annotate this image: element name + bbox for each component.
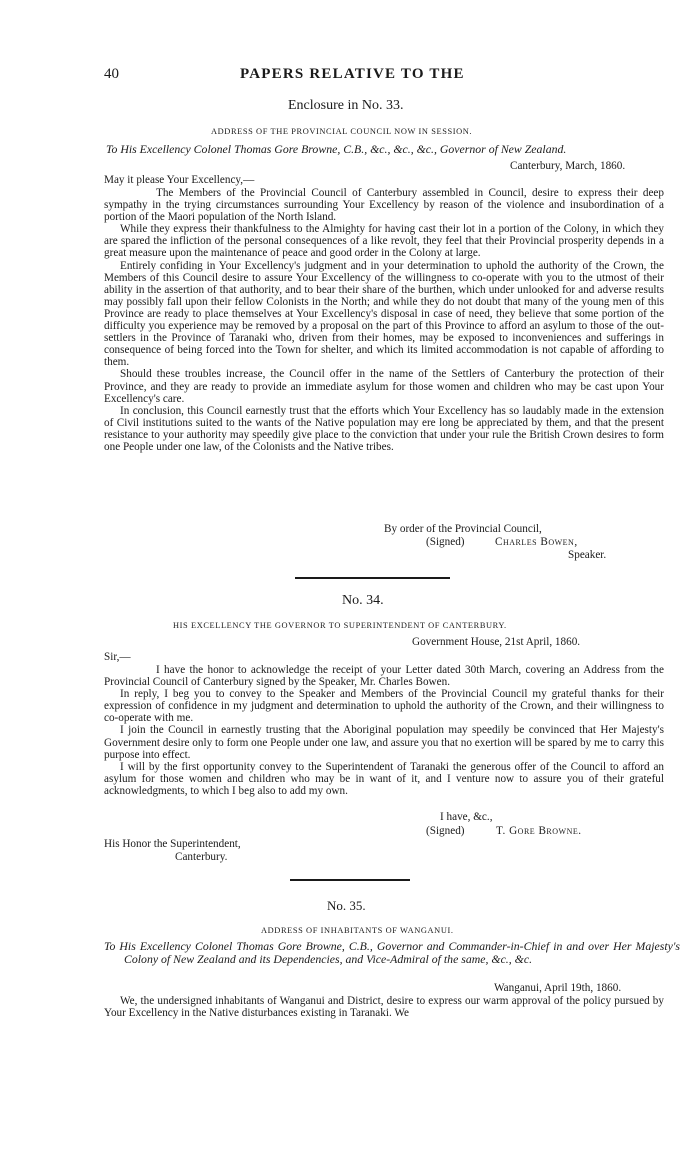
section-subheading: HIS EXCELLENCY THE GOVERNOR TO SUPERINTENDENT OF CANTERBURY.	[173, 621, 507, 630]
letter-place-date: Government House, 21st April, 1860.	[412, 636, 581, 648]
enclosure-place-date: Canterbury, March, 1860.	[510, 160, 626, 172]
address-addressee: To His Excellency Colonel Thomas Gore Browne, C.B., Governor and Commander-in-Chief in and over Her Majesty's Colony of New Zealand and its Dependencies, and Vice-Admiral of the same, &c., &c.	[104, 939, 680, 966]
signature-signed: (Signed)	[426, 536, 465, 548]
signature-title: Speaker.	[568, 549, 607, 561]
enclosure-body	[104, 187, 664, 453]
letter-body	[104, 664, 664, 797]
paragraph: I join the Council in earnestly trusting that the Aboriginal population may speedily be convinced that Her Majesty's Government desire only to form one People under one law, and assure you that no exertion will be spared by me to carry this purpose into effect.	[104, 724, 664, 761]
paragraph: In conclusion, this Council earnestly trust that the efforts which Your Excellency has so laudably made in the extension of Civil institutions suited to the wants of the Native population may ere long be appreciated by them, and that the present resistance to your authority may speedily give place to the conviction that under your rule the British Crown desires to form one People under one law, of the Colonists and the Native tribes.	[104, 404, 664, 453]
running-title: PAPERS RELATIVE TO THE	[240, 66, 465, 82]
letter-addressee: His Honor the Superintendent,	[104, 838, 241, 850]
paragraph: I will by the first opportunity convey to the Superintendent of Taranaki the generous offer of the Council to afford an asylum for those women and children who may be in want of it, and I venture now to assure you of their grateful acknowledgments, to which I beg also to add my own.	[104, 760, 664, 797]
address-body	[104, 995, 664, 1019]
signature-order: By order of the Provincial Council,	[384, 523, 542, 535]
paragraph: We, the undersigned inhabitants of Wanganui and District, desire to express our warm approval of the policy pursued by Your Excellency in the Native disturbances existing in Taranaki. We	[104, 995, 664, 1020]
paragraph: While they express their thankfulness to the Almighty for having cast their lot in a portion of the Colony, in which they are spared the infliction of the personal consequences of a like revolt, they feel that their Provincial prosperity depends in a great measure upon the maintenance of peace and good order in the Colony at large.	[104, 223, 664, 260]
enclosure-addressee: To His Excellency Colonel Thomas Gore Browne, C.B., &c., &c., &c., Governor of New Zealand.	[106, 142, 567, 156]
letter-signed: (Signed)	[426, 825, 465, 837]
paragraph: The Members of the Provincial Council of Canterbury assembled in Council, desire to express their deep sympathy in the trying circumstances surrounding Your Excellency by reason of the violence and insubordination of a portion of the Maori population of the North Island.	[104, 187, 664, 224]
enclosure-heading: Enclosure in No. 33.	[288, 98, 404, 113]
section-heading: No. 35.	[327, 898, 366, 913]
address-place-date: Wanganui, April 19th, 1860.	[494, 982, 622, 994]
letter-signature-name: T. Gore Browne.	[496, 825, 582, 837]
letter-addressee: Canterbury.	[175, 851, 228, 863]
enclosure-opening: May it please Your Excellency,—	[104, 174, 255, 186]
section-heading: No. 34.	[342, 593, 384, 608]
letter-opening: Sir,—	[104, 651, 131, 663]
section-divider	[295, 577, 450, 579]
section-divider	[290, 879, 410, 881]
signature-name: Charles Bowen,	[495, 536, 578, 548]
enclosure-subheading: ADDRESS OF THE PROVINCIAL COUNCIL NOW IN SESSION.	[211, 127, 473, 136]
section-subheading: ADDRESS OF INHABITANTS OF WANGANUI.	[261, 926, 454, 935]
paragraph: Should these troubles increase, the Council offer in the name of the Settlers of Canterbury the protection of their Province, and they are ready to provide an immediate asylum for those women and children who may be cast upon Your Excellency's care.	[104, 368, 664, 405]
letter-closing: I have, &c.,	[440, 811, 493, 823]
page-number: 40	[104, 66, 119, 82]
paragraph: Entirely confiding in Your Excellency's judgment and in your determination to uphold the authority of the Crown, the Members of this Council desire to assure Your Excellency of the willingness to co-operate with you to the utmost of their ability in the assertion of that authority, and to bear their share of the burthen, which under unlooked for and adverse results may possibly fall upon their fellow Colonists in the North; and while they do not doubt that many of the young men of this Province are ready to place themselves at Your Excellency's disposal in case of need, they believe that some portion of the difficulty you experience may be removed by a proposal on the part of this Province to afford an asylum to those of the out-settlers in the Province of Taranaki who, driven from their homes, may be exposed to inconveniences and sufferings in consequence of being forced into the Town for shelter, and which its limited accommodation is not capable of affording to them.	[104, 259, 664, 369]
paragraph: In reply, I beg you to convey to the Speaker and Members of the Provincial Council my grateful thanks for their expression of confidence in my judgment and determination to uphold the authority of the Crown, and their willingness to co-operate with me.	[104, 688, 664, 725]
paragraph: I have the honor to acknowledge the receipt of your Letter dated 30th March, covering an Address from the Provincial Council of Canterbury signed by the Speaker, Mr. Charles Bowen.	[104, 664, 664, 689]
